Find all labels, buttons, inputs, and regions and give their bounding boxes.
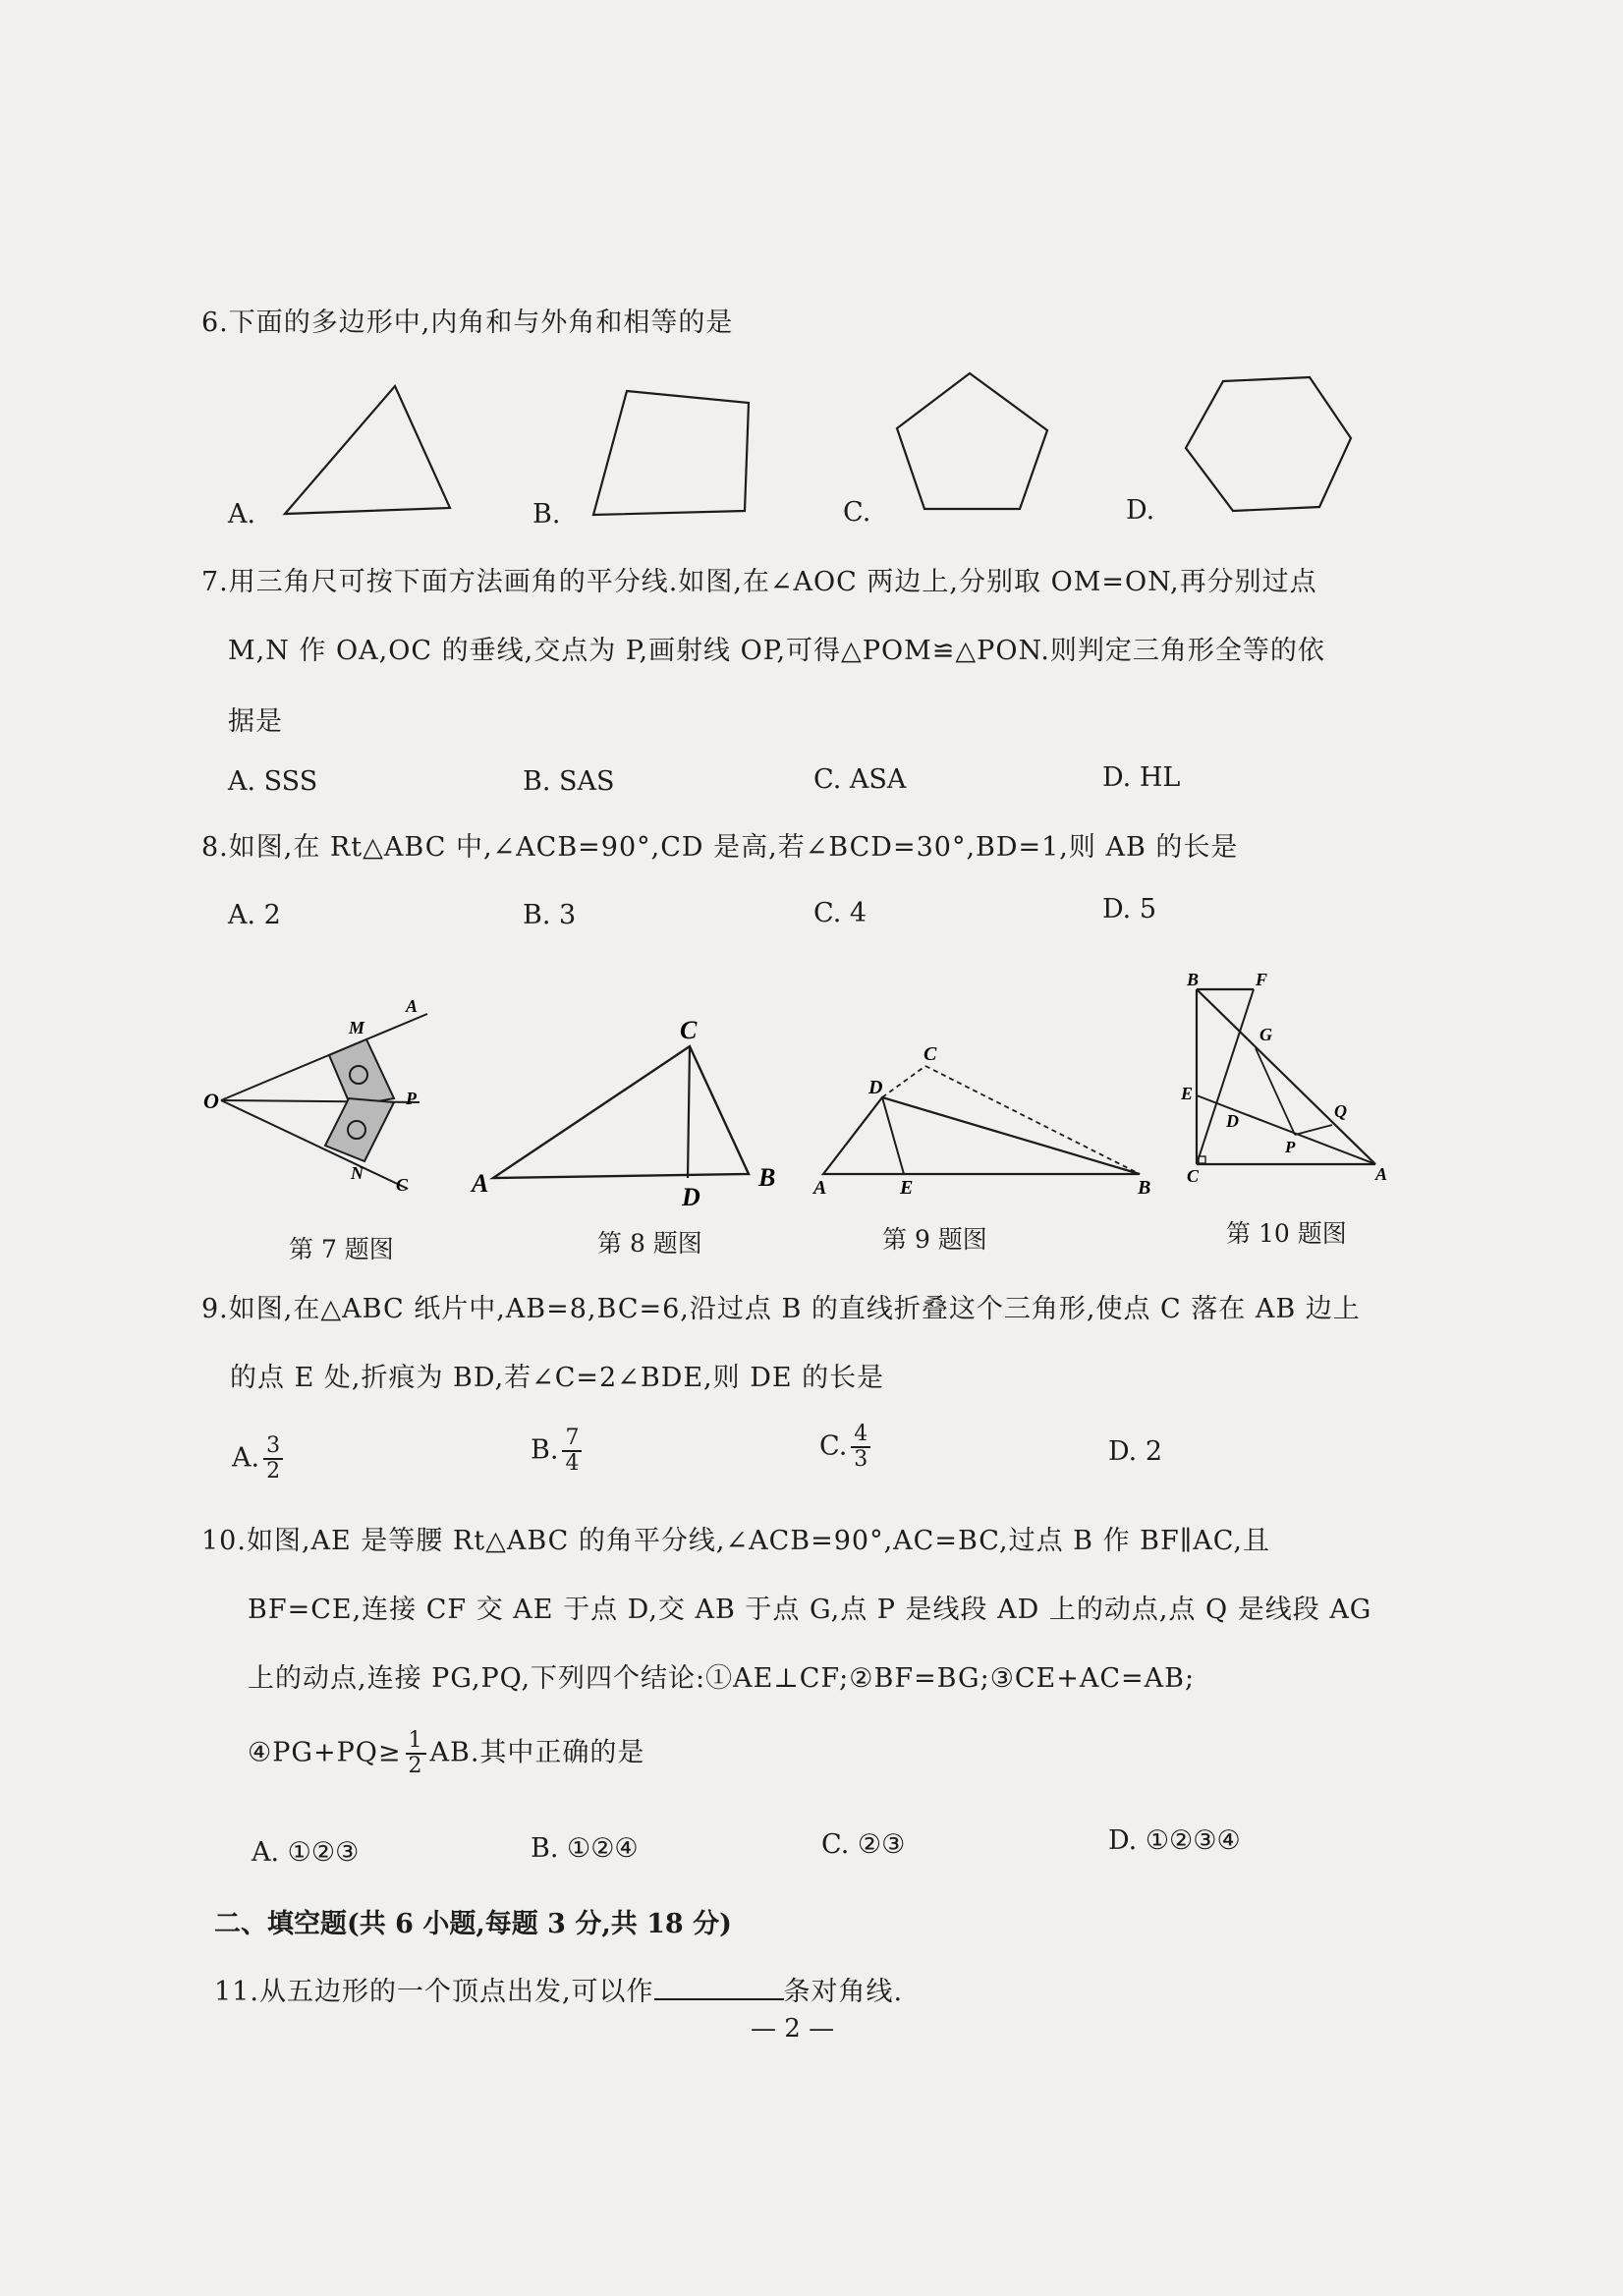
fig7-label-o: O xyxy=(203,1089,219,1113)
q8-option-a: A. 2 xyxy=(228,900,281,930)
figure-7-caption: 第 7 题图 xyxy=(289,1235,394,1263)
fig7-label-a: A xyxy=(406,996,419,1016)
q10-option-a: A. ①②③ xyxy=(252,1837,360,1868)
q10-option-b: B. ①②④ xyxy=(531,1833,639,1864)
figure-9 xyxy=(806,1036,1159,1194)
figure-9-caption: 第 9 题图 xyxy=(882,1225,987,1254)
fig7-label-p: P xyxy=(406,1089,417,1108)
q10-line-4: ④PG+PQ≥ $\frac{1}{2}$ AB.其中正确的是 xyxy=(248,1728,645,1778)
q6-option-c: C. xyxy=(843,497,871,528)
q7-option-a: A. SSS xyxy=(228,766,318,797)
q9-line-1: 9.如图,在△ABC 纸片中,AB=8,BC=6,沿过点 B 的直线折叠这个三角形,使点 C 落在 AB 边上 xyxy=(201,1294,1361,1324)
q10-line-1: 10.如图,AE 是等腰 Rt△ABC 的角平分线,∠ACB=90°,AC=BC,过点 B 作 BF∥AC,且 xyxy=(201,1526,1270,1556)
q8-option-b: B. 3 xyxy=(523,900,577,930)
fig9-label-a: A xyxy=(813,1177,827,1194)
q6-triangle-figure xyxy=(275,378,462,521)
section-2-heading: 二、填空题(共 6 小题,每题 3 分,共 18 分) xyxy=(214,1909,732,1939)
q10-half-fraction: $\frac{1}{2}$ xyxy=(406,1729,426,1778)
q7-line-1: 7.用三角尺可按下面方法画角的平分线.如图,在∠AOC 两边上,分别取 OM=ON,再分别过点 xyxy=(201,567,1317,597)
fig10-label-a: A xyxy=(1375,1164,1388,1184)
fig10-label-g: G xyxy=(1259,1025,1272,1044)
q7-line-3: 据是 xyxy=(228,706,283,737)
fig10-label-e: E xyxy=(1181,1084,1194,1103)
fig8-label-b: B xyxy=(758,1163,776,1192)
q7-option-c: C. ASA xyxy=(813,764,907,795)
fig10-label-f: F xyxy=(1256,970,1268,989)
q10-line-2: BF=CE,连接 CF 交 AE 于点 D,交 AB 于点 G,点 P 是线段 AD 上的动点,点 Q 是线段 AG xyxy=(248,1595,1372,1625)
q11-answer-blank[interactable] xyxy=(654,1979,784,2000)
q8-option-d: D. 5 xyxy=(1102,894,1157,924)
fig10-label-c: C xyxy=(1187,1166,1200,1184)
page-number: — 2 — xyxy=(751,2014,835,2044)
q8-stem: 8.如图,在 Rt△ABC 中,∠ACB=90°,CD 是高,若∠BCD=30°,BD=1,则 AB 的长是 xyxy=(201,832,1239,863)
q7-option-b: B. SAS xyxy=(523,766,615,797)
q9-option-a-fraction: $\frac{3}{2}$ xyxy=(263,1434,283,1484)
fig7-label-n: N xyxy=(351,1163,364,1183)
q6-option-b: B. xyxy=(532,499,561,530)
fig9-label-b: B xyxy=(1138,1177,1151,1194)
fig10-label-q: Q xyxy=(1334,1101,1347,1121)
q8-option-c: C. 4 xyxy=(813,898,867,928)
q9-option-a: A. $\frac{3}{2}$ xyxy=(232,1434,287,1484)
q10-option-d: D. ①②③④ xyxy=(1108,1825,1241,1856)
fig10-label-d: D xyxy=(1226,1111,1239,1131)
fig9-label-e: E xyxy=(900,1177,914,1194)
fig8-label-d: D xyxy=(682,1183,700,1211)
fig8-label-c: C xyxy=(680,1017,698,1044)
figure-10-caption: 第 10 题图 xyxy=(1226,1219,1347,1248)
q6-option-a: A. xyxy=(228,499,256,530)
q10-option-c: C. ②③ xyxy=(821,1829,906,1860)
fig7-label-m: M xyxy=(349,1018,365,1037)
fig10-label-p: P xyxy=(1285,1138,1296,1156)
q7-line-2: M,N 作 OA,OC 的垂线,交点为 P,画射线 OP,可得△POM≌△PON.则判定三角形全等的依 xyxy=(228,636,1325,666)
q6-stem: 6.下面的多边形中,内角和与外角和相等的是 xyxy=(201,308,734,338)
q9-option-c: C. $\frac{4}{3}$ xyxy=(819,1423,874,1472)
q7-option-d: D. HL xyxy=(1102,762,1181,793)
figure-8 xyxy=(462,1017,796,1213)
q9-line-2: 的点 E 处,折痕为 BD,若∠C=2∠BDE,则 DE 的长是 xyxy=(230,1363,885,1393)
q6-option-d: D. xyxy=(1126,495,1155,526)
q6-hexagon-figure xyxy=(1174,371,1361,519)
q9-option-b-fraction: $\frac{7}{4}$ xyxy=(562,1427,582,1476)
figure-7 xyxy=(201,992,447,1204)
q11-line: 11.从五边形的一个顶点出发,可以作 条对角线. xyxy=(214,1977,904,2007)
fig7-label-c: C xyxy=(396,1175,409,1195)
q9-option-c-fraction: $\frac{4}{3}$ xyxy=(851,1423,870,1472)
figure-8-caption: 第 8 题图 xyxy=(597,1229,702,1258)
q6-pentagon-figure xyxy=(889,365,1056,523)
fig10-label-b: B xyxy=(1187,970,1200,989)
q9-option-d: D. 2 xyxy=(1108,1436,1163,1467)
q6-quadrilateral-figure xyxy=(580,383,766,521)
fig9-label-c: C xyxy=(923,1043,937,1065)
fig8-label-a: A xyxy=(472,1169,489,1198)
fig9-label-d: D xyxy=(868,1077,883,1098)
figure-10 xyxy=(1169,968,1405,1184)
q9-option-b: B. $\frac{7}{4}$ xyxy=(531,1427,586,1476)
q10-line-3: 上的动点,连接 PG,PQ,下列四个结论:①AE⊥CF;②BF=BG;③CE+AC=AB; xyxy=(248,1663,1196,1694)
